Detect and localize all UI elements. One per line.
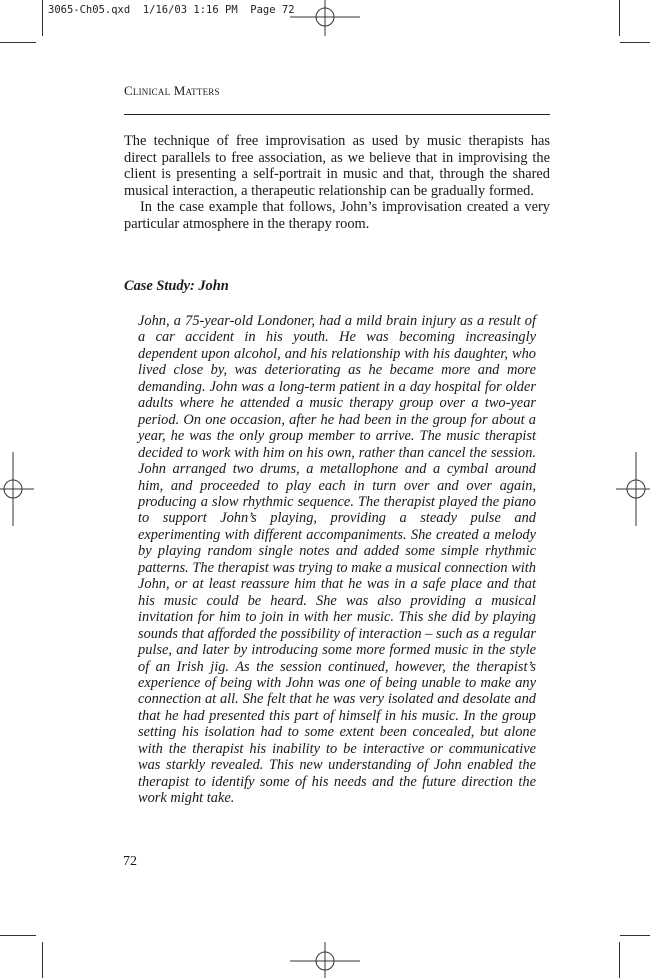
body-text (124, 133, 550, 232)
crop-mark-top-right-v (619, 0, 620, 36)
crop-mark-top-left-v (42, 0, 43, 36)
page-number: 72 (123, 854, 137, 869)
case-study-heading: Case Study: John (124, 278, 229, 294)
crop-mark-bottom-right-v (619, 942, 620, 978)
body-paragraph: The technique of free improvisation as used by music therapists has direct parallels to free association, as we believe that in improvising the client is presenting a self-portrait in music and that, through the shared musical interaction, a therapeutic relationship can be gradually formed. (124, 133, 550, 199)
registration-mark-right-icon (614, 452, 650, 526)
crop-mark-top-left-h (0, 42, 36, 43)
case-study-text (138, 313, 536, 807)
crop-mark-top-right-h (620, 42, 650, 43)
registration-mark-top-icon (290, 0, 360, 40)
case-study-paragraph: John, a 75-year-old Londoner, had a mild brain injury as a result of a car accident in his youth. He was becoming increasingly dependent upon alcohol, and his relationship with his daughter, who lived close by, was deteriorating as he became more and more demanding. John was a long-term patient in a day hospital for older adults where he attended a music therapy group over a two-year period. On one occasion, after he had been in the group for about a year, he was the only group member to arrive. The music therapist decided to work with him on his own, rather than cancel the session. John arranged two drums, a metallophone and a cymbal around him, and proceeded to play each in turn over and over again, producing a slow rhythmic sequence. The therapist played the piano to support John’s playing, providing a steady pulse and experimenting with different accompaniments. She created a melody by playing random single notes and added some simple rhythmic patterns. The therapist was trying to make a musical connection with John, or at least reassure him that he was in a safe place and that his music could be heard. She was also providing a musical invitation for him to join in with her music. This she did by playing sounds that afforded the possibility of interaction – such as a regular pulse, and later by introducing some more formed music in the style of an Irish jig. As the session continued, however, the therapist’s experience of being with John was one of being unable to make any connection at all. She felt that he was very isolated and desolate and that he had presented this part of himself in his music. In the group setting his isolation had to some extent been concealed, but alone with the therapist his inability to be interactive or communicative was starkly revealed. This new understanding of John enabled the therapist to identify some of his needs and the future direction the work might take. (138, 313, 536, 807)
running-head: Clinical Matters (124, 83, 220, 98)
body-paragraph: In the case example that follows, John’s improvisation created a very particular atmosphere in the therapy room. (124, 199, 550, 232)
header-rule (124, 114, 550, 115)
registration-mark-left-icon (0, 452, 36, 526)
crop-mark-bottom-left-h (0, 935, 36, 936)
slug-line: 3065-Ch05.qxd 1/16/03 1:16 PM Page 72 (48, 4, 295, 16)
crop-mark-bottom-left-v (42, 942, 43, 978)
registration-mark-bottom-icon (290, 938, 360, 978)
crop-mark-bottom-right-h (620, 935, 650, 936)
